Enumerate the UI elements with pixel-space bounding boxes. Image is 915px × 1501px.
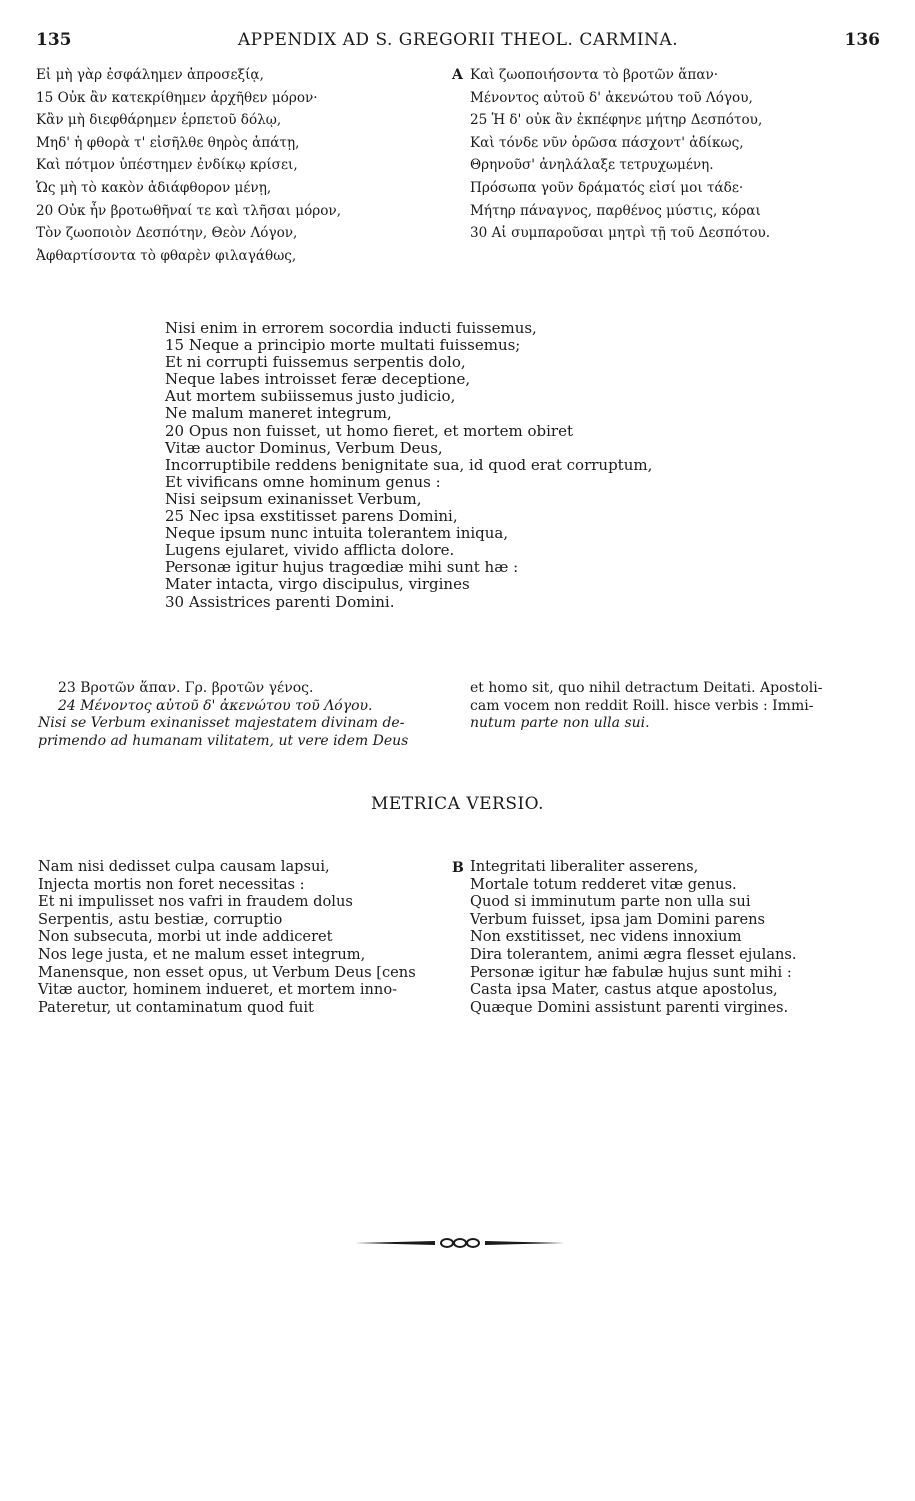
verse-line: Integritati liberaliter asserens,: [470, 858, 699, 875]
verse-line: Vitæ auctor, hominem indueret, et mortem inno-: [38, 981, 398, 999]
greek-line: Μηδ' ἡ φθορὰ τ' εἰσῆλθε θηρὸς ἀπάτῃ,: [36, 134, 300, 151]
verse-line: Quod si imminutum parte non ulla sui: [470, 893, 751, 911]
greek-line: Εἰ μὴ γὰρ ἐσφάλημεν ἀπροσεξίᾳ,: [36, 67, 264, 83]
verse-line: Manensque, non esset opus, ut Verbum Deus [cens: [38, 963, 416, 981]
latin-line: Vitæ auctor Dominus, Verbum Deus,: [165, 438, 443, 457]
latin-line: Neque labes introisset feræ deceptione,: [165, 370, 471, 389]
latin-line: Et vivificans omne hominum genus :: [165, 472, 441, 491]
greek-line: Καὶ ζωοποιήσοντα τὸ βροτῶν ἅπαν·: [470, 67, 719, 83]
column-marker-a: A: [452, 67, 463, 83]
page-header: [36, 30, 880, 52]
page-number-right: 136: [844, 30, 880, 50]
column-marker-b: B: [452, 860, 464, 876]
latin-line: 20 Opus non fuisset, ut homo fieret, et mortem obiret: [165, 421, 574, 440]
verse-line: Non exstitisset, nec videns innoxium: [470, 928, 742, 946]
greek-line: Ὡς μὴ τὸ κακὸν ἀδιάφθορον μένῃ,: [36, 179, 272, 196]
verse-line: Casta ipsa Mater, castus atque apostolus,: [470, 981, 778, 999]
greek-line: 25 Ἡ δ' οὐκ ἂν ἐκπέφηνε μήτηρ Δεσπότου,: [470, 112, 763, 129]
greek-line: Θρηνοῦσ' ἀνηλάλαξε τετρυχωμένη.: [470, 157, 714, 174]
verse-line: Nos lege justa, et ne malum esset integrum,: [38, 945, 366, 963]
page-number-left: 135: [36, 30, 72, 50]
latin-line: Mater intacta, virgo discipulus, virgines: [165, 575, 470, 594]
section-heading: METRICA VERSIO.: [370, 794, 545, 814]
latin-line: Neque ipsum nunc intuita tolerantem iniqua,: [165, 524, 509, 543]
verse-line: Pateretur, ut contaminatum quod fuit: [38, 998, 314, 1016]
latin-line: Et ni corrupti fuissemus serpentis dolo,: [165, 353, 466, 372]
end-ornament: [355, 1234, 565, 1252]
latin-line: Nisi enim in errorem socordia inducti fuissemus,: [165, 319, 537, 337]
note-line: nutum parte non ulla sui.: [470, 715, 650, 731]
latin-translation: [165, 320, 765, 611]
greek-line: Τὸν ζωοποιὸν Δεσπότην, Θεὸν Λόγον,: [36, 225, 298, 242]
note-line: cam vocem non reddit Roill. hisce verbis : Immi-: [470, 697, 814, 714]
greek-line: 20 Οὐκ ἦν βροτωθῆναί τε καὶ τλῆσαι μόρον,: [36, 202, 342, 219]
latin-line: Personæ igitur hujus tragœdiæ mihi sunt hæ :: [165, 558, 519, 577]
greek-line: Πρόσωπα γοῦν δράματός εἰσί μοι τάδε·: [470, 179, 744, 196]
greek-line: 15 Οὐκ ἂν κατεκρίθημεν ἀρχῆθεν μόρον·: [36, 89, 318, 106]
verse-line: Injecta mortis non foret necessitas :: [38, 875, 305, 893]
note-line: primendo ad humanam vilitatem, ut vere idem Deus: [38, 732, 409, 749]
verse-line: Mortale totum redderet vitæ genus.: [470, 875, 737, 893]
verse-line: Non subsecuta, morbi ut inde addiceret: [38, 928, 333, 946]
greek-line: Καὶ πότμον ὑπέστημεν ἐνδίκῳ κρίσει,: [36, 157, 298, 174]
greek-line: Κἂν μὴ διεφθάρημεν ἑρπετοῦ δόλῳ,: [36, 112, 282, 129]
verse-line: Quæque Domini assistunt parenti virgines.: [470, 998, 789, 1016]
note-line: et homo sit, quo nihil detractum Deitati. Apostoli-: [470, 680, 823, 696]
note-line: 24 Μένοντος αὐτοῦ δ' ἀκενώτου τοῦ Λόγου.: [58, 697, 373, 714]
footnotes-left: [38, 680, 453, 750]
greek-line: Μένοντος αὐτοῦ δ' ἀκενώτου τοῦ Λόγου,: [470, 89, 753, 106]
metrical-version-left: [38, 858, 443, 1016]
greek-line: Μήτηρ πάναγνος, παρθένος μύστις, κόραι: [470, 202, 761, 219]
verse-line: Personæ igitur hæ fabulæ hujus sunt mihi :: [470, 963, 792, 981]
latin-line: 15 Neque a principio morte multati fuissemus;: [165, 336, 521, 355]
verse-line: Nam nisi dedisset culpa causam lapsui,: [38, 858, 330, 875]
note-line: Nisi se Verbum exinanisset majestatem divinam de-: [38, 715, 405, 731]
verse-line: Dira tolerantem, animi ægra flesset ejulans.: [470, 945, 797, 963]
greek-line: Ἀφθαρτίσοντα τὸ φθαρὲν φιλαγάθως,: [36, 247, 297, 264]
verse-line: Et ni impulisset nos vafri in fraudem dolus: [38, 893, 353, 911]
latin-line: 30 Assistrices parenti Domini.: [165, 592, 395, 611]
greek-text-right-column: [470, 64, 890, 245]
latin-line: Ne malum maneret integrum,: [165, 404, 392, 423]
footnotes-right: [470, 680, 890, 733]
note-line: 23 Βροτῶν ἅπαν. Γρ. βροτῶν γένος.: [58, 680, 314, 696]
verse-line: Serpentis, astu bestiæ, corruptio: [38, 910, 283, 928]
verse-line: Verbum fuisset, ipsa jam Domini parens: [470, 910, 766, 928]
latin-line: Incorruptibile reddens benignitate sua, id quod erat corruptum,: [165, 455, 653, 474]
greek-line: Καὶ τόνδε νῦν ὁρῶσα πάσχοντ' ἀδίκως,: [470, 134, 744, 151]
latin-line: Nisi seipsum exinanisset Verbum,: [165, 489, 422, 508]
latin-line: 25 Nec ipsa exstitisset parens Domini,: [165, 507, 458, 526]
latin-line: Lugens ejularet, vivido afflicta dolore.: [165, 541, 455, 560]
running-title: APPENDIX AD S. GREGORII THEOL. CARMINA.: [237, 30, 679, 50]
greek-text-left-column: [36, 64, 436, 267]
latin-line: Aut mortem subiissemus justo judicio,: [165, 387, 456, 406]
metrical-version-right: [470, 858, 890, 1016]
greek-line: 30 Αἱ συμπαροῦσαι μητρὶ τῇ τοῦ Δεσπότου.: [470, 225, 771, 242]
